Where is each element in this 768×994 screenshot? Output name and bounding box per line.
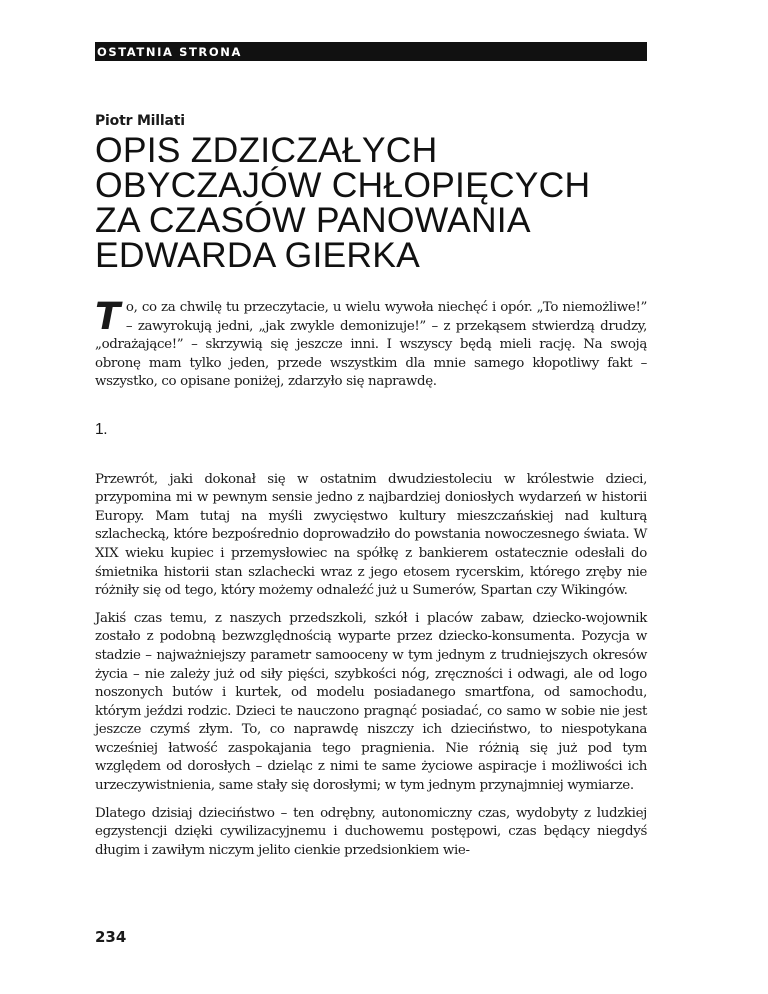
body-paragraph: Przewrót, jaki dokonał się w ostatnim dwudziestoleciu w królestwie dzieci, przypomina mi w pewnym sensie jedno z najbardziej doniosłych wydarzeń w historii Europy. Mam tutaj na myśli zwycięstwo kultury mieszczańskiej nad kulturą szlachecką, które bezpośrednio doprowadziło do powstania nowoczesnego świata. W XIX wieku kupiec i przemysłowiec na spółkę z bankierem ostatecznie odesłali do śmietnika historii stan szlachecki wraz z jego etosem rycerskim, którego zręby nie różniły się od tego, który możemy odnaleźć już u Sumerów, Spartan czy Wikingów. [95, 471, 647, 599]
lead-paragraph [95, 295, 647, 392]
lead-text: o, co za chwilę tu przeczytacie, u wielu wywoła niechęć i opór. „To niemożliwe!” – zawyrokują jedni, „jak zwykle demonizuje!” – z przekąsem stwierdzą drudzy, „odrażające!” – skrzywią się jeszcze inni. I wszyscy będą mieli rację. Na swoją obronę mam tylko jeden, przede wszystkim dla mnie samego kłopotliwy fakt – wszystko, co opisane poniżej, zdarzyło się naprawdę. [95, 300, 647, 390]
article-title [95, 130, 647, 275]
title-line: EDWARDA GIERKA [95, 235, 420, 275]
title-line: OPIS ZDZICZAŁYCH [95, 130, 438, 170]
article-body [95, 295, 647, 860]
section-number: 1. [95, 420, 108, 438]
title-line: OBYCZAJÓW CHŁOPIĘCYCH [95, 165, 591, 205]
page [95, 42, 647, 860]
author-name: Piotr Millati [95, 113, 185, 129]
page-number: 234 [95, 928, 127, 946]
title-line: ZA CZASÓW PANOWANIA [95, 200, 531, 240]
body-paragraph: Dlatego dzisiaj dzieciństwo – ten odrębny, autonomiczny czas, wydobyty z ludzkiej egzystencji dzięki cywilizacyjnemu i duchowemu postępowi, czas będący niegdyś długim i zawiłym niczym jelito cienkie przedsionkiem wie- [95, 805, 647, 858]
drop-cap: T [95, 295, 120, 338]
section-header-bar: OSTATNIA STRONA [95, 42, 647, 61]
body-paragraph: Jakiś czas temu, z naszych przedszkoli, szkół i placów zabaw, dziecko-wojownik zostało z podobną bezwzględnością wyparte przez dziecko-konsumenta. Pozycja w stadzie – najważniejszy parametr samooceny w tym jednym z trudniejszych okresów życia – nie zależy już od siły pięści, szybkości nóg, zręczności i odwagi, ale od logo noszonych butów i kurtek, od modelu posiadanego smartfona, od samochodu, którym jeździ rodzic. Dzieci te nauczono pragnąć posiadać, co samo w sobie nie jest jeszcze czymś złym. To, co naprawdę niszczy ich dzieciństwo, to niespotykana wcześniej łatwość zaspokajania tego pragnienia. Nie różnią się już pod tym względem od dorosłych – dzieląc z nimi te same życiowe aspiracje i możliwości ich urzeczywistnienia, same stały się dorosłymi; w tym jednym przynajmniej wymiarze. [95, 610, 647, 794]
